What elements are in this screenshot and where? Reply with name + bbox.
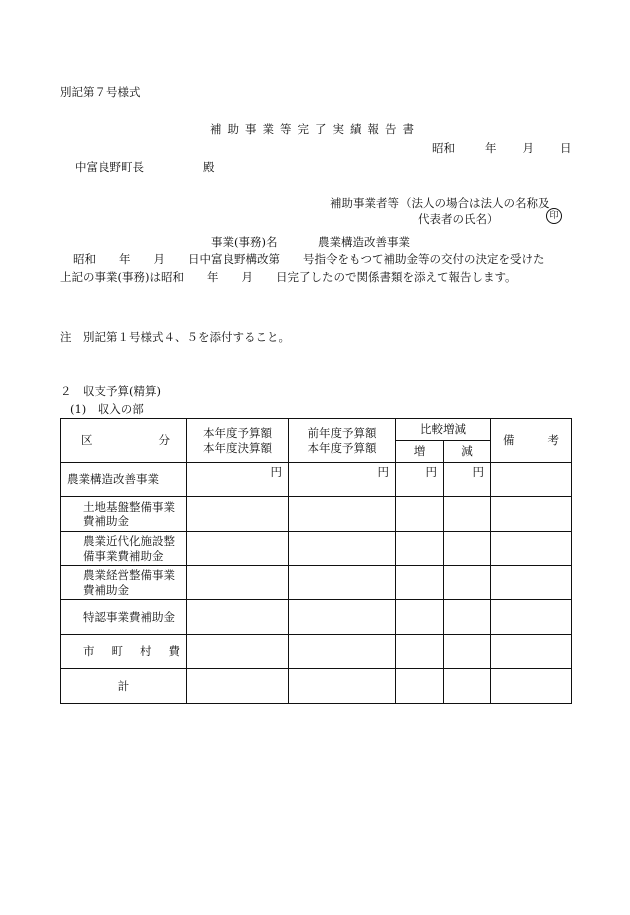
header-increase: 増 — [396, 441, 444, 463]
report-body-line1: 昭和 年 月 日中富良野構改第 号指令をもつて補助金等の交付の決定を受けた — [73, 252, 545, 266]
report-date — [432, 141, 572, 155]
value-cell — [289, 566, 396, 600]
honorific: 殿 — [203, 160, 215, 174]
unit-label: 円 — [289, 463, 396, 497]
value-cell — [289, 532, 396, 566]
value-cell — [444, 566, 491, 600]
value-cell — [396, 600, 444, 635]
applicant-note-line1: （法人の場合は法人の名称及 — [400, 196, 550, 210]
value-cell — [396, 635, 444, 669]
value-cell — [289, 600, 396, 635]
date-day: 日 — [560, 141, 572, 155]
value-cell — [444, 600, 491, 635]
subsection-title: (1) 収入の部 — [70, 402, 144, 416]
project-name: 農業構造改善事業 — [318, 235, 410, 249]
value-cell — [187, 600, 289, 635]
value-cell — [444, 669, 491, 704]
table-header-row — [61, 419, 572, 441]
remarks-cell — [491, 669, 572, 704]
document-title: 補助事業等完了実績報告書 — [210, 122, 420, 136]
project-label: 事業(事務)名 — [211, 235, 278, 249]
date-year: 年 — [485, 141, 497, 155]
header-decrease: 減 — [444, 441, 491, 463]
remarks-cell — [491, 463, 572, 497]
value-cell — [396, 532, 444, 566]
remarks-cell — [491, 566, 572, 600]
value-cell — [444, 497, 491, 532]
header-remarks: 備 考 — [491, 419, 572, 463]
value-cell — [444, 635, 491, 669]
row-label-farm-management: 農業経営整備事業 費補助金 — [61, 566, 187, 600]
table-row — [61, 463, 572, 497]
remarks-cell — [491, 532, 572, 566]
report-body-line2: 上記の事業(事務)は昭和 年 月 日完了したので関係書類を添えて報告します。 — [60, 270, 517, 284]
unit-label: 円 — [444, 463, 491, 497]
value-cell — [187, 532, 289, 566]
value-cell — [187, 566, 289, 600]
table-row — [61, 566, 572, 600]
row-label-land-infrastructure: 土地基盤整備事業 費補助金 — [61, 497, 187, 532]
table-row — [61, 497, 572, 532]
attachment-note: 注 別記第１号様式４、５を添付すること。 — [60, 330, 290, 344]
date-era: 昭和 — [432, 141, 455, 155]
row-label-total: 計 — [61, 669, 187, 704]
remarks-cell — [491, 635, 572, 669]
remarks-cell — [491, 497, 572, 532]
addressee: 中富良野町長 — [75, 160, 144, 174]
value-cell — [187, 635, 289, 669]
row-label-structural-improvement: 農業構造改善事業 — [61, 463, 187, 497]
value-cell — [444, 532, 491, 566]
value-cell — [396, 669, 444, 704]
form-number: 別記第７号様式 — [60, 85, 141, 99]
value-cell — [396, 497, 444, 532]
table-row — [61, 635, 572, 669]
value-cell — [289, 669, 396, 704]
header-comparison: 比較増減 — [396, 419, 491, 441]
seal-mark: 印 — [546, 208, 562, 224]
row-label-special-project: 特認事業費補助金 — [61, 600, 187, 635]
revenue-table — [60, 418, 572, 704]
row-label-modernization-facilities: 農業近代化施設整 備事業費補助金 — [61, 532, 187, 566]
table-row — [61, 600, 572, 635]
value-cell — [396, 566, 444, 600]
table-total-row — [61, 669, 572, 704]
remarks-cell — [491, 600, 572, 635]
table-row — [61, 532, 572, 566]
header-category: 区 分 — [61, 419, 187, 463]
applicant-label: 補助事業者等 — [330, 196, 399, 210]
header-previous-year: 前年度予算額 本年度予算額 — [289, 419, 396, 463]
date-month: 月 — [522, 141, 534, 155]
value-cell — [187, 497, 289, 532]
applicant-note-line2: 代表者の氏名） — [418, 212, 499, 226]
section-title: ２ 収支予算(精算) — [60, 384, 161, 398]
value-cell — [187, 669, 289, 704]
unit-label: 円 — [187, 463, 289, 497]
row-label-municipal-expense: 市 町 村 費 — [61, 635, 187, 669]
unit-label: 円 — [396, 463, 444, 497]
header-current-year: 本年度予算額 本年度決算額 — [187, 419, 289, 463]
value-cell — [289, 497, 396, 532]
value-cell — [289, 635, 396, 669]
